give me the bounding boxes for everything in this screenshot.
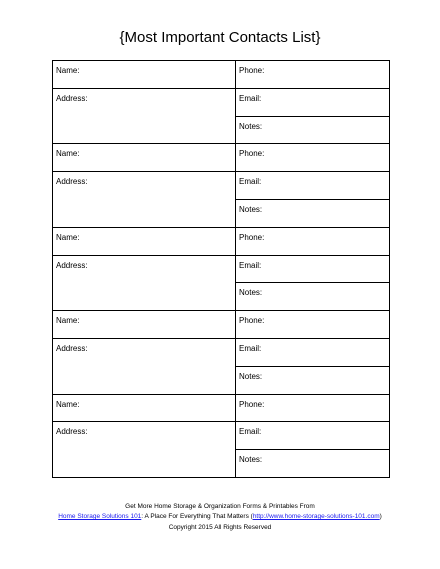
- email-field[interactable]: [236, 172, 390, 200]
- address-field[interactable]: [53, 88, 236, 144]
- contact-row: [53, 422, 390, 450]
- email-field[interactable]: [236, 88, 390, 116]
- name-field-label: Name:: [56, 66, 80, 75]
- phone-field-label: Phone:: [239, 399, 265, 409]
- address-field-label: Address:: [56, 427, 88, 437]
- email-field-label: Email:: [239, 260, 262, 270]
- footer-links: [0, 512, 440, 522]
- address-field-label: Address:: [56, 343, 88, 353]
- footer-copyright: Copyright 2015 All Rights Reserved: [168, 524, 272, 531]
- footer-promo-text: Get More Home Storage & Organization Forms & Printables From: [125, 503, 315, 510]
- phone-field[interactable]: [236, 311, 390, 339]
- contact-row: [53, 88, 390, 116]
- footer-tagline: : A Place For Everything That Matters (: [141, 513, 253, 520]
- contact-row: [53, 172, 390, 200]
- contact-row: [53, 61, 390, 89]
- address-field[interactable]: [53, 172, 236, 228]
- footer-closing-paren: ): [379, 513, 382, 520]
- phone-field[interactable]: [236, 394, 390, 422]
- phone-field[interactable]: [236, 61, 390, 89]
- notes-field[interactable]: [236, 199, 390, 227]
- email-field[interactable]: [236, 255, 390, 283]
- address-field[interactable]: [53, 255, 236, 311]
- address-field[interactable]: [53, 338, 236, 394]
- phone-field[interactable]: [236, 227, 390, 255]
- email-field[interactable]: [236, 422, 390, 450]
- phone-field[interactable]: [236, 144, 390, 172]
- contact-row: [53, 311, 390, 339]
- name-field[interactable]: [53, 394, 236, 422]
- contact-row: [53, 255, 390, 283]
- site-url-link[interactable]: http://www.home-storage-solutions-101.com: [252, 513, 380, 520]
- contact-row: [53, 394, 390, 422]
- name-field[interactable]: [53, 61, 236, 89]
- phone-field-label: Phone:: [239, 232, 265, 242]
- email-field-label: Email:: [239, 93, 262, 103]
- notes-field-label: Notes:: [239, 121, 263, 131]
- contact-row: [53, 227, 390, 255]
- name-field[interactable]: [53, 144, 236, 172]
- contacts-table-body: [53, 61, 390, 478]
- phone-field-label: Phone:: [239, 66, 265, 75]
- email-field-label: Email:: [239, 427, 262, 437]
- address-field[interactable]: [53, 422, 236, 478]
- contacts-table: [52, 60, 390, 478]
- notes-field[interactable]: [236, 283, 390, 311]
- name-field-label: Name:: [56, 316, 80, 326]
- email-field-label: Email:: [239, 343, 262, 353]
- notes-field-label: Notes:: [239, 288, 263, 298]
- contact-row: [53, 338, 390, 366]
- phone-field-label: Phone:: [239, 149, 265, 159]
- email-field-label: Email:: [239, 177, 262, 187]
- notes-field-label: Notes:: [239, 455, 263, 465]
- name-field[interactable]: [53, 311, 236, 339]
- email-field[interactable]: [236, 338, 390, 366]
- site-name-link[interactable]: Home Storage Solutions 101: [58, 513, 142, 520]
- notes-field-label: Notes:: [239, 204, 263, 214]
- contact-row: [53, 144, 390, 172]
- name-field[interactable]: [53, 227, 236, 255]
- name-field-label: Name:: [56, 232, 80, 242]
- name-field-label: Name:: [56, 399, 80, 409]
- phone-field-label: Phone:: [239, 316, 265, 326]
- address-field-label: Address:: [56, 93, 88, 103]
- notes-field[interactable]: [236, 116, 390, 144]
- notes-field[interactable]: [236, 366, 390, 394]
- notes-field[interactable]: [236, 450, 390, 478]
- page-title: {Most Important Contacts List}: [119, 29, 321, 46]
- address-field-label: Address:: [56, 177, 88, 187]
- notes-field-label: Notes:: [239, 371, 263, 381]
- address-field-label: Address:: [56, 260, 88, 270]
- name-field-label: Name:: [56, 149, 80, 159]
